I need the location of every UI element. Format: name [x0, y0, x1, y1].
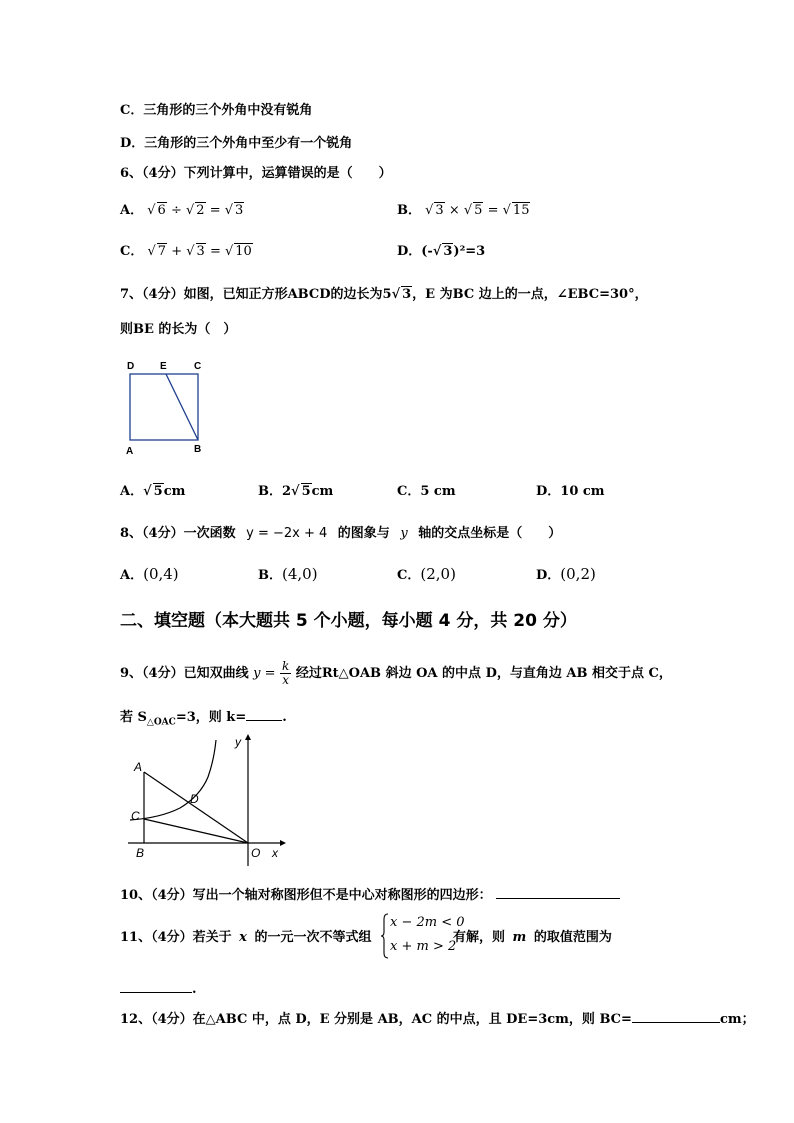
- q10-stem: [120, 886, 620, 904]
- q11-stem-tail: [453, 930, 612, 946]
- label-b: B: [194, 444, 202, 455]
- q6-stem: 6、（4分）下列计算中，运算错误的是（ ）: [120, 166, 392, 181]
- option-label: A．: [120, 203, 144, 218]
- option-label: B．2: [258, 484, 292, 499]
- equals: =: [209, 244, 221, 259]
- unit: cm: [311, 484, 334, 499]
- radicand: 10: [235, 244, 252, 259]
- brace-icon: [380, 913, 390, 959]
- x-axis-arrow: [280, 840, 286, 846]
- q11-stem: [120, 930, 371, 946]
- label-d: D: [127, 361, 135, 372]
- operator: ÷: [170, 203, 182, 218]
- answer-blank[interactable]: [632, 1010, 720, 1023]
- inequality-2: x + m > 2: [390, 939, 457, 954]
- q6-option-d: D．(-√ 3)²=3: [397, 244, 486, 259]
- y-axis-arrow: [245, 734, 251, 740]
- radicand: 6: [157, 203, 166, 218]
- stem-part: 8、（4分）一次函数: [120, 526, 236, 541]
- radicand: 3: [235, 203, 244, 218]
- stem-part: 的取值范围为: [533, 930, 612, 945]
- label-d: D: [190, 792, 199, 806]
- stem-part: 7、（4分）如图，已知正方形ABCD的边长为5: [120, 287, 392, 302]
- option-label: A．: [120, 484, 144, 499]
- segment-ao: [144, 772, 248, 843]
- stem-part: ，E 为BC 边上的一点，∠EBC=30°，: [412, 287, 648, 302]
- equals: =: [209, 203, 221, 218]
- radicand: 7: [157, 244, 167, 259]
- var-y: y: [400, 526, 408, 541]
- option-value: (2,0): [420, 565, 456, 583]
- option-label: A．: [120, 568, 144, 583]
- fraction-k-over-x: [280, 660, 291, 687]
- q7-option-d: D．10 cm: [536, 484, 605, 499]
- y-equals: y =: [253, 666, 276, 681]
- q7-option-b: B．2√ 5cm: [258, 484, 334, 499]
- label-o: O: [251, 846, 261, 860]
- label-c: C: [131, 809, 140, 823]
- q9-stem-line2: [120, 708, 287, 731]
- q8-option-a: [120, 566, 179, 584]
- subscript: △OAC: [146, 717, 176, 728]
- stem-part: .: [192, 982, 197, 997]
- stem-part: 有解，则: [453, 930, 506, 945]
- q9-stem: [120, 660, 672, 687]
- label-e: E: [160, 361, 167, 372]
- q8-option-c: [397, 566, 456, 584]
- stem-part: 轴的交点坐标是（ ）: [418, 526, 562, 541]
- radicand: 15: [512, 203, 530, 218]
- var-m: m: [512, 930, 527, 945]
- label-c: C: [194, 361, 202, 372]
- option-label: D．: [397, 244, 422, 259]
- answer-blank[interactable]: [246, 708, 282, 721]
- operator: ×: [448, 203, 460, 218]
- label-a: A: [126, 446, 134, 457]
- expr-part: (-: [421, 244, 433, 259]
- hyperbola-curve: [130, 740, 216, 820]
- option-label: B．: [397, 203, 421, 218]
- label-b: B: [136, 846, 145, 860]
- answer-blank[interactable]: [496, 886, 620, 899]
- expr-part: )²=3: [453, 244, 486, 259]
- var-x: x: [239, 930, 247, 945]
- label-y: y: [235, 735, 241, 749]
- q5-option-d: D．三角形的三个外角中至少有一个锐角: [120, 136, 353, 151]
- option-value: (0,4): [143, 565, 179, 583]
- radicand: 3: [402, 287, 412, 302]
- q7-stem: 7、（4分）如图，已知正方形ABCD的边长为5√ 3，E 为BC 边上的一点，∠EBC=30°，: [120, 287, 648, 302]
- option-label: C．: [397, 568, 421, 583]
- answer-blank[interactable]: [120, 980, 192, 993]
- operator: +: [171, 244, 183, 259]
- option-value: (0,2): [560, 565, 596, 583]
- stem-part: 的一元一次不等式组: [254, 930, 372, 945]
- option-label: B．: [258, 568, 282, 583]
- radicand: 5: [153, 484, 163, 499]
- q8-option-b: [258, 566, 318, 584]
- q11-answer-line: [120, 980, 197, 998]
- label-x: x: [272, 846, 278, 860]
- q7-option-c: C．5 cm: [397, 484, 456, 499]
- stem-part: .: [282, 710, 287, 725]
- q8-stem: [120, 526, 561, 542]
- q6-option-a: A． √ 6 ÷ √ 2 = √ 3: [120, 203, 244, 218]
- inequality-1: x − 2m < 0: [390, 915, 465, 930]
- stem-part: 的图象与: [337, 526, 390, 541]
- option-value: (4,0): [282, 565, 318, 583]
- option-label: D．: [536, 568, 561, 583]
- stem-part: 经过Rt△OAB 斜边 OA 的中点 D，与直角边 AB 相交于点 C，: [295, 666, 672, 681]
- function-expr: y = −2x + 4: [246, 526, 328, 541]
- q7-stem-line2: 则BE 的长为（ ）: [120, 322, 237, 337]
- stem-part: 12、（4分）在△ABC 中，点 D，E 分别是 AB，AC 的中点，且 DE=3cm，则 BC=: [120, 1012, 632, 1027]
- radicand: 5: [301, 484, 311, 499]
- q7-option-a: A．√ 5cm: [120, 484, 186, 499]
- q6-option-c: C． √ 7 + √ 3 = √ 10: [120, 244, 252, 259]
- radicand: 3: [443, 244, 453, 259]
- stem-part: 11、（4分）若关于: [120, 930, 232, 945]
- stem-part: 10、（4分）写出一个轴对称图形但不是中心对称图形的四边形：: [120, 888, 492, 903]
- label-a: A: [134, 760, 143, 774]
- section-2-title: 二、填空题（本大题共 5 个小题，每小题 4 分，共 20 分）: [120, 611, 577, 631]
- stem-part: cm；: [719, 1012, 755, 1027]
- q7-square-figure: [120, 358, 210, 458]
- radicand: 3: [435, 203, 444, 218]
- segment-be: [166, 374, 198, 440]
- stem-part: 9、（4分）已知双曲线: [120, 666, 249, 681]
- numerator: k: [282, 659, 290, 673]
- radicand: 5: [474, 203, 483, 218]
- stem-part: =3，则 k=: [175, 710, 247, 725]
- q6-option-b: B． √ 3 × √ 5 = √ 15: [397, 203, 530, 218]
- radicand: 3: [196, 244, 205, 259]
- radicand: 2: [196, 203, 205, 218]
- equals: =: [487, 203, 499, 218]
- unit: cm: [163, 484, 186, 499]
- q11-inequality-system: [380, 913, 465, 959]
- square-abcd: [130, 374, 198, 440]
- q12-stem: [120, 1010, 755, 1028]
- option-label: C．: [120, 244, 144, 259]
- q5-option-c: C．三角形的三个外角中没有锐角: [120, 103, 313, 118]
- stem-part: 若 S: [120, 710, 147, 725]
- q8-option-d: [536, 566, 596, 584]
- q9-hyperbola-figure: [120, 732, 290, 870]
- segment-co: [144, 819, 248, 843]
- denominator: x: [282, 673, 290, 687]
